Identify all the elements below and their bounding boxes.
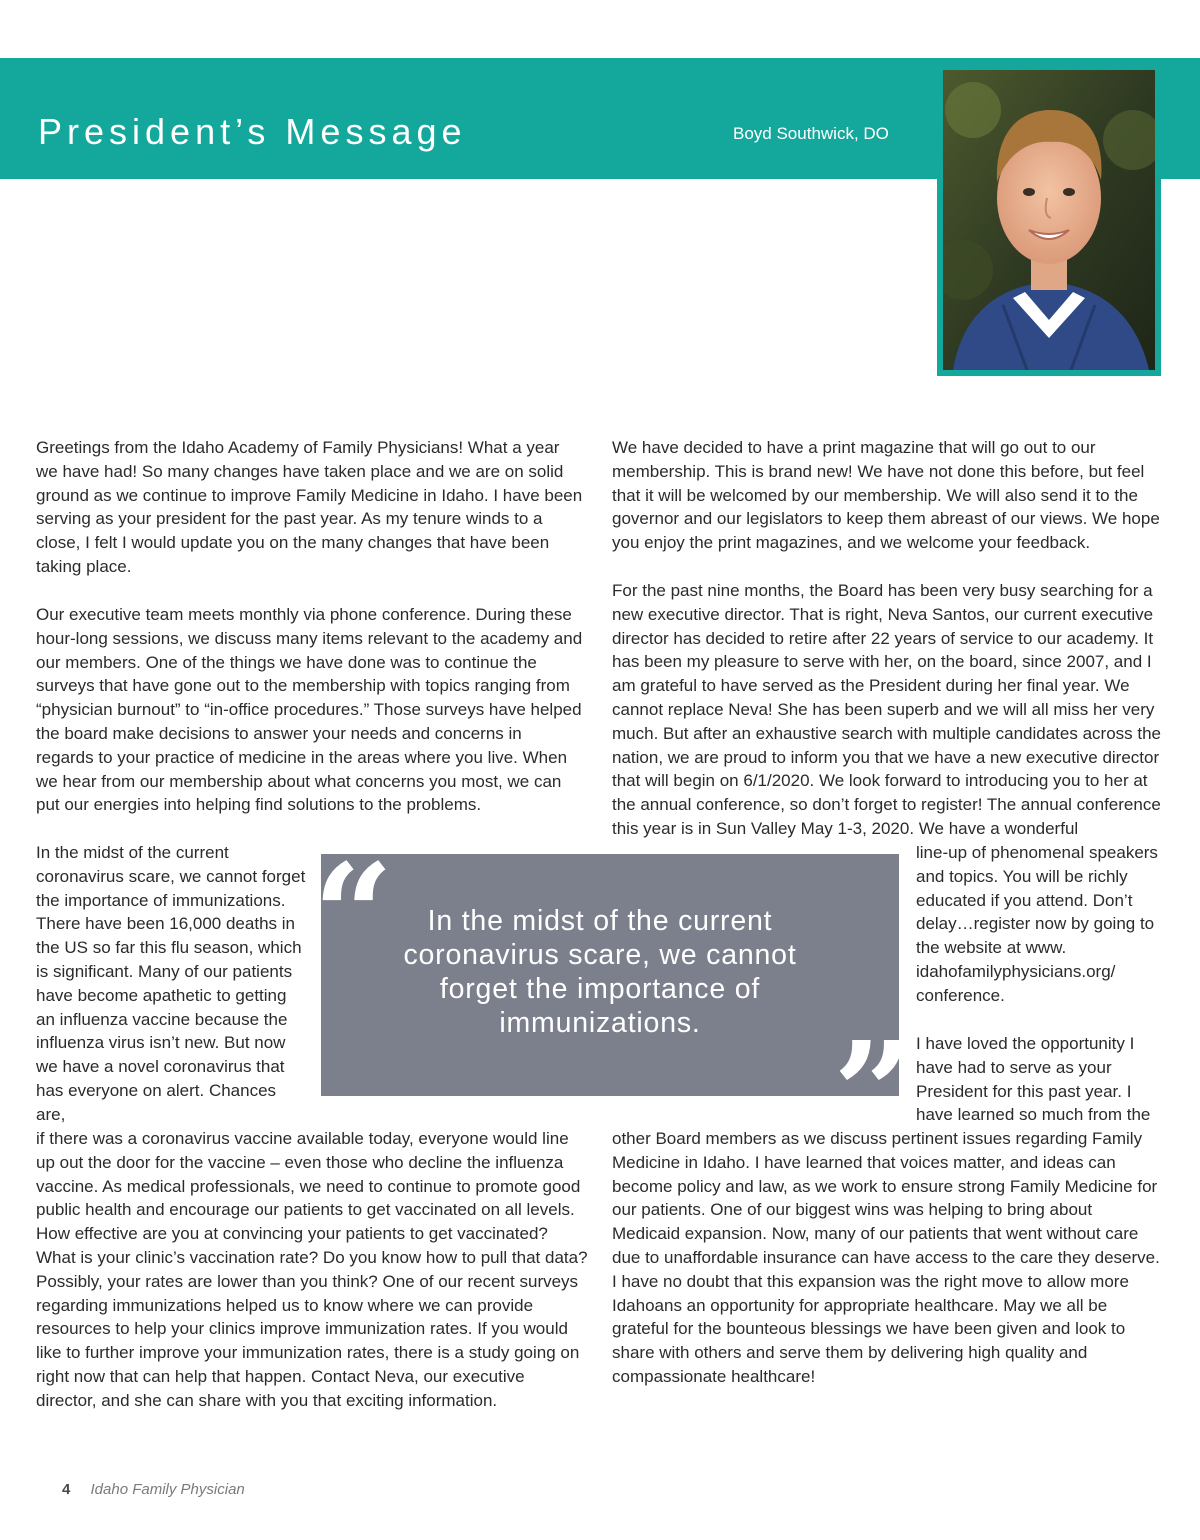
portrait-photo xyxy=(943,70,1155,370)
body-paragraph-conference: line-up of phenomenal speakers and topics. You will be richly educated if you attend. Don’t delay…register now by going to the website at www. idahofamilyphysicians.org/ conference. xyxy=(916,843,1158,1005)
body-paragraph-greeting: Greetings from the Idaho Academy of Family Physicians! What a year we have had! So many changes have taken place and we are on solid ground as we continue to improve Family Medicine in Idaho. I have been serving as your president for the past year. As my tenure winds to a close, I felt I would update you on the many changes that have been taking place. xyxy=(36,438,583,576)
page-number: 4 xyxy=(62,1481,71,1498)
body-paragraph-print-magazine: We have decided to have a print magazine that will go out to our membership. This is brand new! We have not done this before, but feel that it will be welcomed by our membership. We will also send it to the governor and our legislators to keep them abreast of our views. We hope you enjoy the print magazines, and we welcome your feedback. xyxy=(612,438,1160,553)
body-paragraph-closing-continued: other Board members as we discuss pertinent issues regarding Family Medicine in Idaho. I have learned that voices matter, and ideas can become policy and law, as we work to ensure strong Family Medicine for our patients. One of our biggest wins was helping to bring about Medicaid expansion. Now, many of our patients that went without care due to unaffordable insurance can have access to the care they deserve. I have no doubt that this expansion was the right move to allow more Idahoans an opportunity for appropriate healthcare. May we all be grateful for the bounteous blessings we have been given and look to share with others and serve them by delivering high quality and compassionate healthcare! xyxy=(612,1129,1160,1386)
page-footer xyxy=(62,1480,245,1500)
body-paragraph-executive-director: For the past nine months, the Board has been very busy searching for a new executive director. That is right, Neva Santos, our current executive director has decided to retire after 22 years of service to our academy. It has been my pleasure to serve with her, on the board, since 2007, and I am grateful to have served as the President during her final year. We cannot replace Neva! She has been superb and we will all miss her very much. But after an exhaustive search with multiple candidates across the nation, we are proud to inform you that we have a new executive director that will begin on 6/1/2020. We look forward to introducing you to her at the annual conference, so don’t forget to register! The annual conference this year is in Sun Valley May 1-3, 2020. We have a wonderful xyxy=(612,581,1162,838)
author-portrait xyxy=(937,64,1161,376)
author-name: Boyd Southwick, DO xyxy=(733,124,889,143)
page-title: President’s Message xyxy=(38,111,467,152)
body-paragraph-immunizations: In the midst of the current coronavirus scare, we cannot forget the importance of immunizations. There have been 16,000 deaths in the US so far this flu season, which is significant. Many of our patients have become apathetic to getting an influenza vaccine because the influenza virus isn’t new. But now we have a novel coronavirus that has everyone on alert. Chances are, xyxy=(36,843,306,1124)
body-paragraph-executive-team: Our executive team meets monthly via phone conference. During these hour-long sessions, we discuss many items relevant to the academy and our members. One of the things we have done was to continue the surveys that have gone out to the membership with topics ranging from “physician burnout” to “in-office procedures.” Those surveys have helped the board make decisions to answer your needs and concerns in regards to your practice of medicine in the areas where you live. When we hear from our membership about what concerns you most, we can put our energies into helping find solutions to the problems. xyxy=(36,605,583,815)
publication-title: Idaho Family Physician xyxy=(90,1481,245,1498)
body-paragraph-immunizations-continued: if there was a coronavirus vaccine available today, everyone would line up out the door for the vaccine – even those who decline the influenza vaccine. As medical professionals, we need to continue to promote good public health and encourage our patients to get vaccinated on all levels. How effective are you at convincing your patients to get vaccinated? What is your clinic’s vaccination rate? Do you know how to pull that data? Possibly, your rates are lower than you think? One of our recent surveys regarding immunizations helped us to know where we can provide resources to help your clinics improve immunization rates. If you would like to further improve your immunization rates, there is a study going on right now that can help that happen. Contact Neva, our executive director, and she can share with you that exciting information. xyxy=(36,1129,588,1410)
pull-quote xyxy=(313,846,914,1124)
close-quote-icon: ” xyxy=(833,1024,914,1124)
pull-quote-text: In the midst of the current coronavirus scare, we cannot forget the importance of immunizations. xyxy=(403,905,797,1039)
body-paragraph-closing: I have loved the opportunity I have had to serve as your President for this past year. I have learned so much from the xyxy=(916,1034,1151,1125)
open-quote-icon: “ xyxy=(313,846,394,946)
